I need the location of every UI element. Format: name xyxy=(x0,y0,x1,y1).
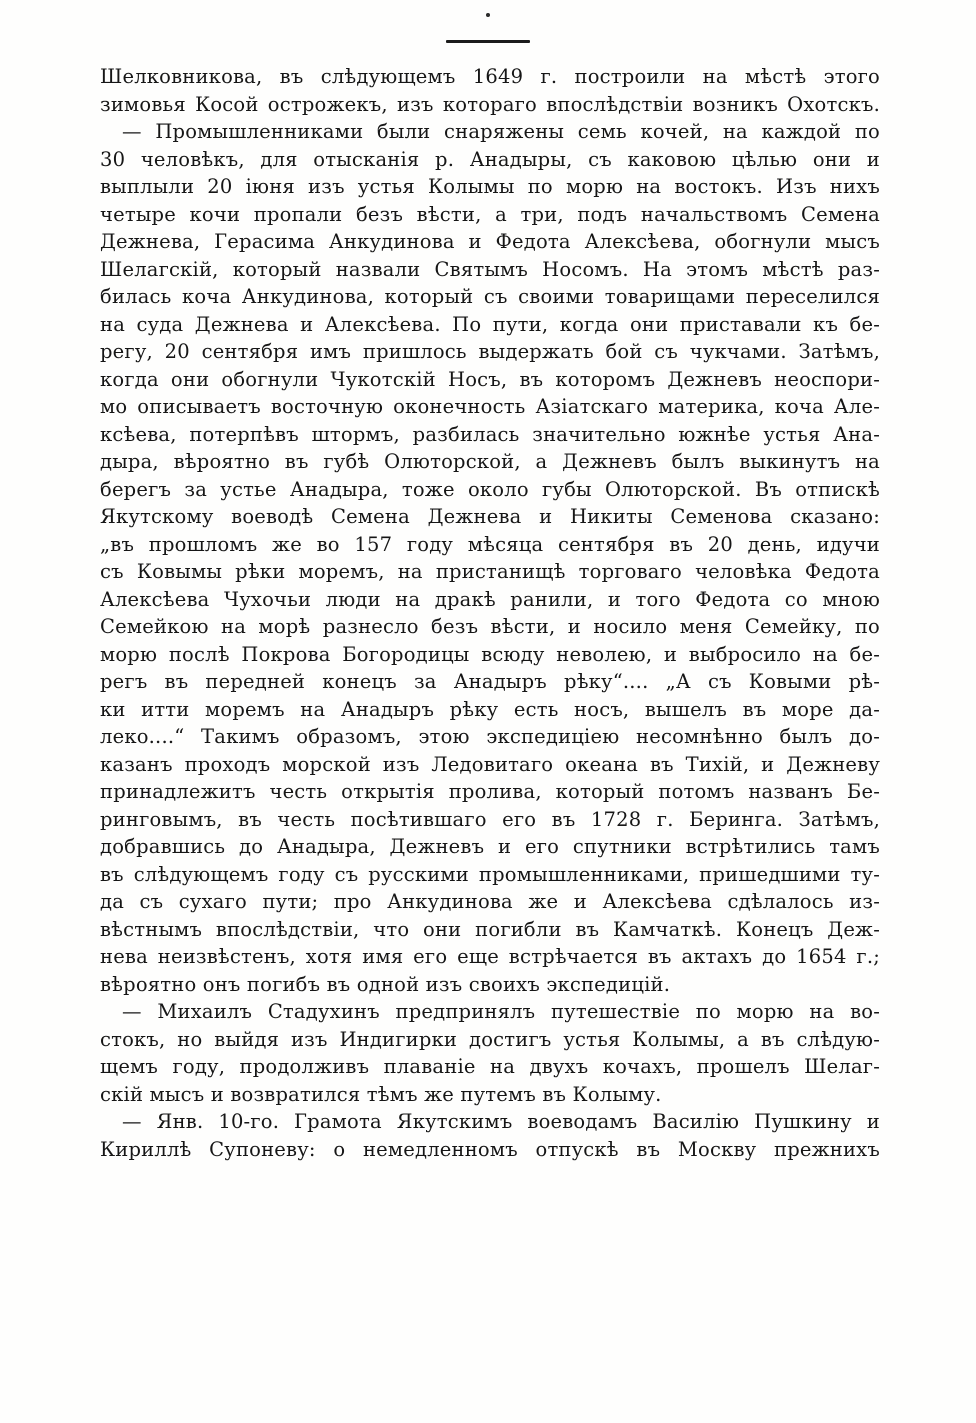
text-line: стокъ, но выйдя изъ Индигирки достигъ устья Колымы, а въ слѣдую- xyxy=(100,1027,880,1051)
text-block xyxy=(100,63,880,1163)
text-line: четыре кочи пропали безъ вѣсти, а три, подъ начальствомъ Семена xyxy=(100,202,880,226)
text-line: добравшись до Анадыра, Дежневъ и его спутники встрѣтились тамъ xyxy=(100,835,880,858)
section-divider xyxy=(446,40,530,43)
text-line: Шелковникова, въ слѣдующемъ 1649 г. построили на мѣстѣ этого xyxy=(100,65,880,88)
text-line: леко....“ Такимъ образомъ, этою экспедиціею несомнѣнно былъ до- xyxy=(100,725,880,748)
text-line: ринговымъ, въ честь посѣтившаго его въ 1728 г. Беринга. Затѣмъ, xyxy=(100,807,880,831)
text-line: щемъ году, продолживъ плаваніе на двухъ кочахъ, прошелъ Шелаг- xyxy=(100,1055,880,1078)
text-line: Дежнева, Герасима Анкудинова и Федота Алексѣева, обогнули мысъ xyxy=(100,230,880,253)
text-line: вѣстнымъ впослѣдствіи, что они погибли въ Камчаткѣ. Конецъ Деж- xyxy=(100,917,880,941)
paragraph xyxy=(100,118,880,998)
text-line: выплыли 20 іюня изъ устья Колымы по морю на востокъ. Изъ нихъ xyxy=(100,175,880,198)
text-line: — Михаилъ Стадухинъ предпринялъ путешествіе по морю на во- xyxy=(122,1000,880,1023)
text-line: принадлежитъ честь открытія пролива, который потомъ названъ Бе- xyxy=(100,780,880,803)
text-line: казанъ проходъ морской изъ Ледовитаго океана въ Тихій, и Дежневу xyxy=(100,752,880,776)
text-line: скій мысъ и возвратился тѣмъ же путемъ въ Колыму. xyxy=(100,1082,662,1106)
text-line: ки итти моремъ на Анадыръ рѣку есть носъ, вышелъ въ море да- xyxy=(100,697,880,721)
text-line: Якутскому воеводѣ Семена Дежнева и Никиты Семенова сказано: xyxy=(100,505,880,528)
text-line: Кириллѣ Супоневу: о немедленномъ отпускѣ въ Москву прежнихъ xyxy=(100,1137,880,1161)
text-line: „въ прошломъ же во 157 году мѣсяца сентября въ 20 день, идучи xyxy=(100,532,880,556)
text-line: съ Ковымы рѣки моремъ, на пристанищѣ торговаго человѣка Федота xyxy=(100,560,880,583)
paragraph xyxy=(100,1108,880,1163)
text-line: въ слѣдующемъ году съ русскими промышленниками, пришедшими ту- xyxy=(100,862,880,886)
text-line: мо описываетъ восточную оконечность Азіатскаго материка, коча Але- xyxy=(100,395,880,418)
text-line: когда они обогнули Чукотскій Носъ, въ которомъ Дежневъ неоспори- xyxy=(100,367,880,391)
text-line: билась коча Анкудинова, который съ своими товарищами переселился xyxy=(100,285,880,308)
text-line: — Промышленниками были снаряжены семь кочей, на каждой по xyxy=(122,120,880,143)
text-line: дыра, вѣроятно въ губѣ Олюторской, а Дежневъ былъ выкинутъ на xyxy=(100,450,880,473)
text-line: Семейкою на морѣ разнесло безъ вѣсти, и носило меня Семейку, по xyxy=(100,615,880,638)
text-line: Алексѣева Чухочьи люди на дракѣ ранили, и того Федота со мною xyxy=(100,587,880,611)
text-line: зимовья Косой острожекъ, изъ котораго впослѣдствіи возникъ Охотскъ. xyxy=(100,92,880,116)
text-line: вѣроятно онъ погибъ въ одной изъ своихъ экспедицій. xyxy=(100,972,671,996)
text-line: регу, 20 сентября имъ пришлось выдержать бой съ чукчами. Затѣмъ, xyxy=(100,340,880,363)
paragraph xyxy=(100,998,880,1108)
text-line: 30 человѣкъ, для отысканія р. Анадыры, съ каковою цѣлью они и xyxy=(100,147,880,171)
text-line: регъ въ передней конецъ за Анадыръ рѣку“.... „А съ Ковыми рѣ- xyxy=(100,670,880,693)
text-line: морю послѣ Покрова Богородицы всюду неволею, и выбросило на бе- xyxy=(100,642,880,666)
text-line: на суда Дежнева и Алексѣева. По пути, когда они приставали къ бе- xyxy=(100,312,880,336)
paragraph xyxy=(100,63,880,118)
text-line: берегъ за устье Анадыра, тоже около губы Олюторской. Въ отпискѣ xyxy=(100,477,880,501)
page-ornament-dot xyxy=(486,13,490,17)
text-line: да съ сухаго пути; про Анкудинова же и Алексѣева сдѣлалось из- xyxy=(100,890,880,913)
text-line: нева неизвѣстенъ, хотя имя его еще встрѣчается въ актахъ до 1654 г.; xyxy=(100,945,880,968)
text-line: — Янв. 10-го. Грамота Якутскимъ воеводамъ Василію Пушкину и xyxy=(122,1110,880,1133)
text-line: ксѣева, потерпѣвъ штормъ, разбилась значительно южнѣе устья Ана- xyxy=(100,422,880,446)
text-line: Шелагскій, который назвали Святымъ Носомъ. На этомъ мѣстѣ раз- xyxy=(100,257,880,281)
